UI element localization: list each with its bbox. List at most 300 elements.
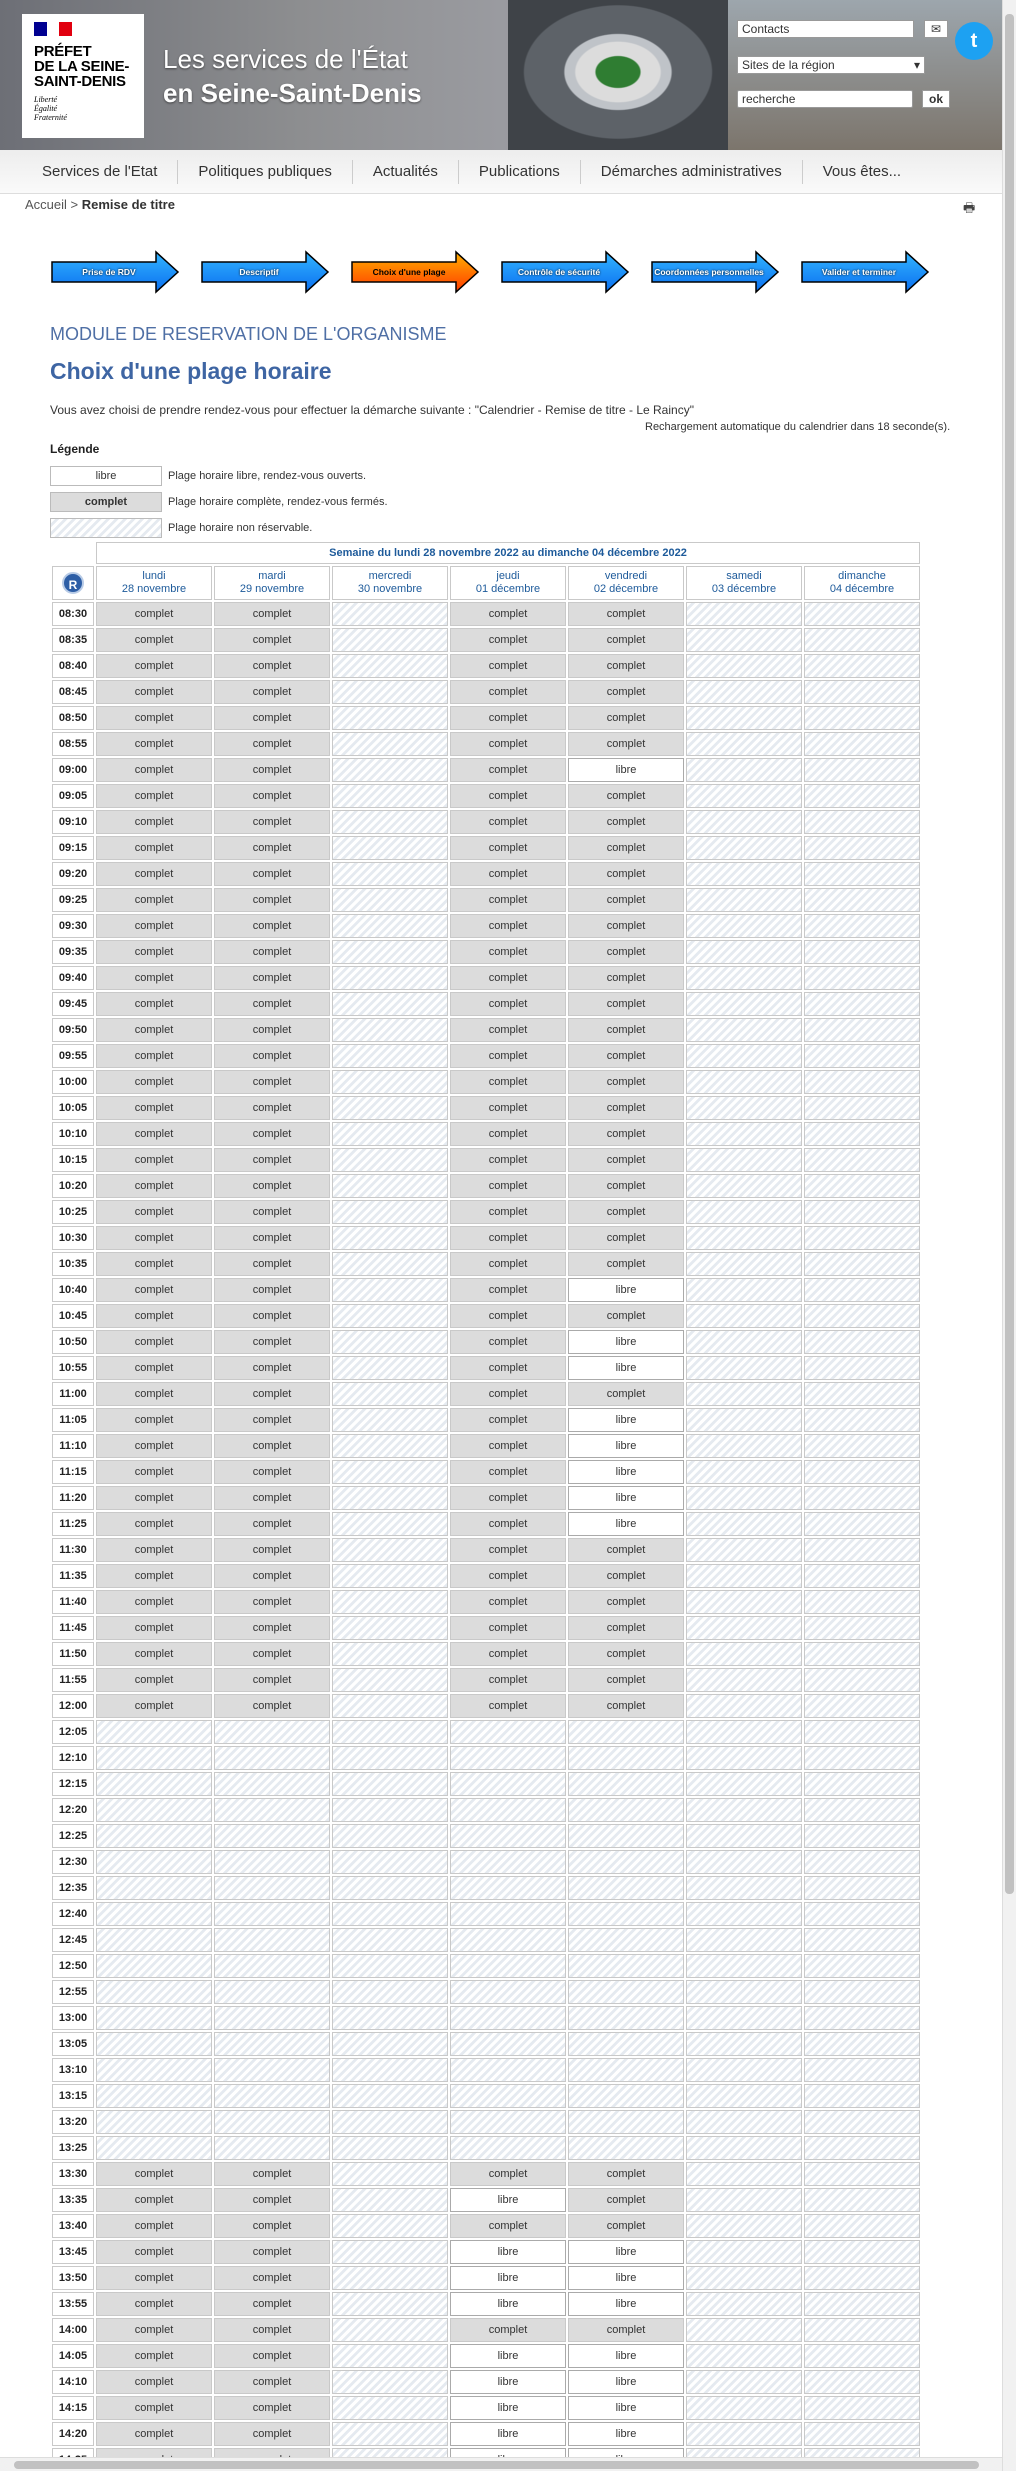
slot-non-reservable [686, 1720, 802, 1744]
slot-non-reservable [332, 1512, 448, 1536]
slot-complet: complet [214, 810, 330, 834]
slot-non-reservable [96, 2006, 212, 2030]
slot-libre[interactable]: libre [450, 2292, 566, 2316]
slot-complet: complet [214, 732, 330, 756]
slot-non-reservable [686, 2370, 802, 2394]
header-photo [508, 0, 728, 150]
timeslot-row [52, 2214, 920, 2238]
slot-non-reservable [686, 888, 802, 912]
slot-non-reservable [450, 1720, 566, 1744]
time-label: 14:00 [52, 2318, 94, 2342]
slot-complet: complet [96, 888, 212, 912]
slot-non-reservable [804, 1590, 920, 1614]
slot-libre[interactable]: libre [568, 2370, 684, 2394]
slot-libre[interactable]: libre [450, 2370, 566, 2394]
slot-non-reservable [804, 2006, 920, 2030]
time-label: 12:40 [52, 1902, 94, 1926]
slot-non-reservable [332, 1330, 448, 1354]
slot-non-reservable [214, 2084, 330, 2108]
slot-non-reservable [686, 2084, 802, 2108]
slot-non-reservable [332, 628, 448, 652]
slot-non-reservable [686, 914, 802, 938]
timeslot-row [52, 862, 920, 886]
slot-non-reservable [686, 1824, 802, 1848]
time-label: 09:45 [52, 992, 94, 1016]
slot-non-reservable [686, 654, 802, 678]
slot-non-reservable [332, 1694, 448, 1718]
step-5[interactable] [650, 250, 780, 294]
logo-text: PRÉFET DE LA SEINE- SAINT-DENIS [34, 43, 130, 90]
slot-libre[interactable]: libre [568, 2292, 684, 2316]
slot-non-reservable [332, 2292, 448, 2316]
logo-motto: Liberté Égalité Fraternité [34, 95, 67, 122]
slot-non-reservable [332, 1278, 448, 1302]
slot-non-reservable [686, 2396, 802, 2420]
timeslot-row [52, 2344, 920, 2368]
day-header [96, 566, 212, 600]
slot-non-reservable [686, 1668, 802, 1692]
slot-non-reservable [686, 2318, 802, 2342]
slot-complet: complet [214, 862, 330, 886]
slot-non-reservable [332, 810, 448, 834]
slot-libre[interactable]: libre [568, 1434, 684, 1458]
timeslot-row [52, 1252, 920, 1276]
slot-non-reservable [214, 1928, 330, 1952]
slot-non-reservable [568, 1746, 684, 1770]
time-label: 11:25 [52, 1512, 94, 1536]
slot-complet: complet [450, 1070, 566, 1094]
timeslot-row [52, 2006, 920, 2030]
timeslot-row [52, 2084, 920, 2108]
slot-non-reservable [686, 1174, 802, 1198]
step-4[interactable] [500, 250, 630, 294]
slot-complet: complet [96, 1434, 212, 1458]
slot-complet: complet [214, 2266, 330, 2290]
slot-non-reservable [804, 1902, 920, 1926]
step-2[interactable] [200, 250, 330, 294]
prefet-logo[interactable] [22, 14, 144, 138]
site-title[interactable] [163, 42, 422, 110]
slot-non-reservable [96, 1876, 212, 1900]
slot-non-reservable [332, 2214, 448, 2238]
slot-non-reservable [332, 1980, 448, 2004]
slot-complet: complet [96, 2344, 212, 2368]
day-header [214, 566, 330, 600]
slot-non-reservable [332, 1616, 448, 1640]
day-date: 30 novembre [357, 583, 423, 595]
breadcrumb-home[interactable]: Accueil [25, 197, 67, 212]
slot-complet: complet [96, 654, 212, 678]
time-label: 10:20 [52, 1174, 94, 1198]
chevron-down-icon: ▾ [913, 58, 920, 72]
slot-non-reservable [332, 1070, 448, 1094]
slot-libre[interactable]: libre [450, 2266, 566, 2290]
day-header [804, 566, 920, 600]
slot-complet: complet [96, 628, 212, 652]
slot-non-reservable [804, 1096, 920, 1120]
time-label: 13:45 [52, 2240, 94, 2264]
slot-non-reservable [804, 2188, 920, 2212]
slot-non-reservable [686, 1252, 802, 1276]
slot-non-reservable [804, 2370, 920, 2394]
day-header [450, 566, 566, 600]
slot-complet: complet [450, 1018, 566, 1042]
slot-complet: complet [568, 1226, 684, 1250]
slot-non-reservable [804, 1252, 920, 1276]
slot-libre[interactable]: libre [568, 2240, 684, 2264]
slot-non-reservable [804, 1798, 920, 1822]
step-label: Valider et terminer [821, 267, 897, 277]
slot-non-reservable [332, 2370, 448, 2394]
slot-complet: complet [568, 1174, 684, 1198]
slot-complet: complet [450, 1538, 566, 1562]
timeslot-row [52, 1616, 920, 1640]
timeslot-row [52, 2162, 920, 2186]
time-label: 11:30 [52, 1538, 94, 1562]
horizontal-scrollbar-thumb[interactable] [14, 2461, 979, 2469]
slot-non-reservable [804, 1408, 920, 1432]
slot-complet: complet [96, 1122, 212, 1146]
legend-text-libre: Plage horaire libre, rendez-vous ouverts. [168, 470, 367, 482]
slot-non-reservable [568, 1850, 684, 1874]
slot-non-reservable [214, 1902, 330, 1926]
day-header [686, 566, 802, 600]
slot-non-reservable [568, 1876, 684, 1900]
slot-non-reservable [450, 1824, 566, 1848]
time-label: 08:40 [52, 654, 94, 678]
slot-non-reservable [214, 1824, 330, 1848]
slot-libre[interactable]: libre [568, 2422, 684, 2446]
slot-non-reservable [332, 1850, 448, 1874]
slot-non-reservable [804, 1278, 920, 1302]
slot-complet: complet [214, 1278, 330, 1302]
calendar-corner-empty [52, 542, 94, 564]
slot-complet: complet [214, 992, 330, 1016]
slot-complet: complet [96, 1512, 212, 1536]
slot-complet: complet [450, 2318, 566, 2342]
slot-non-reservable [332, 992, 448, 1016]
slot-non-reservable [686, 2162, 802, 2186]
slot-complet: complet [450, 914, 566, 938]
slot-complet: complet [214, 680, 330, 704]
timeslot-row [52, 1408, 920, 1432]
slot-non-reservable [686, 1538, 802, 1562]
slot-non-reservable [332, 2006, 448, 2030]
time-label: 14:15 [52, 2396, 94, 2420]
week-label: Semaine du lundi 28 novembre 2022 au dimanche 04 décembre 2022 [96, 542, 920, 564]
slot-non-reservable [686, 1330, 802, 1354]
slot-non-reservable [332, 1200, 448, 1224]
time-label: 13:20 [52, 2110, 94, 2134]
slot-non-reservable [804, 2318, 920, 2342]
slot-complet: complet [214, 2396, 330, 2420]
slot-complet: complet [96, 1486, 212, 1510]
slot-non-reservable [804, 1954, 920, 1978]
slot-non-reservable [804, 1226, 920, 1250]
time-label: 10:30 [52, 1226, 94, 1250]
slot-complet: complet [96, 940, 212, 964]
slot-complet: complet [450, 1382, 566, 1406]
time-label: 10:10 [52, 1122, 94, 1146]
timeslot-row [52, 914, 920, 938]
slot-complet: complet [568, 602, 684, 626]
time-label: 12:55 [52, 1980, 94, 2004]
slot-non-reservable [450, 1902, 566, 1926]
nav-item-actualites[interactable]: Actualités [353, 160, 459, 184]
slot-non-reservable [96, 1980, 212, 2004]
slot-non-reservable [214, 2110, 330, 2134]
slot-complet: complet [450, 1096, 566, 1120]
slot-complet: complet [96, 1382, 212, 1406]
slot-non-reservable [804, 1304, 920, 1328]
slot-complet: complet [96, 1694, 212, 1718]
french-flag-icon [34, 22, 72, 36]
slot-complet: complet [214, 2344, 330, 2368]
slot-non-reservable [804, 1070, 920, 1094]
slot-complet: complet [214, 1564, 330, 1588]
timeslot-row [52, 1902, 920, 1926]
day-date: 03 décembre [711, 583, 777, 595]
slot-libre[interactable]: libre [568, 758, 684, 782]
reload-countdown: Rechargement automatique du calendrier dans 18 seconde(s). [645, 421, 951, 433]
slot-libre[interactable]: libre [450, 2188, 566, 2212]
slot-complet: complet [214, 1252, 330, 1276]
slot-complet: complet [214, 2370, 330, 2394]
slot-non-reservable [686, 2292, 802, 2316]
slot-libre[interactable]: libre [568, 1356, 684, 1380]
slot-complet: complet [568, 914, 684, 938]
timeslot-row [52, 2396, 920, 2420]
contacts-select[interactable]: Contacts [737, 20, 914, 38]
legend-row-non-reservable [50, 518, 312, 538]
time-label: 09:25 [52, 888, 94, 912]
slot-non-reservable [214, 1876, 330, 1900]
slot-non-reservable [804, 1980, 920, 2004]
slot-complet: complet [450, 1356, 566, 1380]
slot-non-reservable [804, 1720, 920, 1744]
slot-complet: complet [214, 706, 330, 730]
step-1[interactable] [50, 250, 180, 294]
day-header [568, 566, 684, 600]
slot-libre[interactable]: libre [568, 2266, 684, 2290]
slot-libre[interactable]: libre [568, 1278, 684, 1302]
slot-complet: complet [450, 1642, 566, 1666]
slot-complet: complet [214, 1122, 330, 1146]
slot-complet: complet [450, 1148, 566, 1172]
slot-non-reservable [568, 1772, 684, 1796]
slot-non-reservable [332, 1954, 448, 1978]
slot-non-reservable [686, 1980, 802, 2004]
slot-complet: complet [96, 1226, 212, 1250]
slot-complet: complet [214, 1434, 330, 1458]
slot-libre[interactable]: libre [568, 2396, 684, 2420]
slot-complet: complet [568, 1382, 684, 1406]
time-label: 11:40 [52, 1590, 94, 1614]
timeslot-row [52, 1512, 920, 1536]
slot-non-reservable [214, 1798, 330, 1822]
day-date: 28 novembre [121, 583, 187, 595]
time-label: 14:20 [52, 2422, 94, 2446]
vertical-scrollbar[interactable] [1002, 0, 1016, 2471]
slot-libre[interactable]: libre [450, 2422, 566, 2446]
day-date: 01 décembre [475, 583, 541, 595]
slot-complet: complet [96, 758, 212, 782]
timeslot-row [52, 2240, 920, 2264]
step-progress [50, 250, 930, 294]
breadcrumb [25, 197, 175, 212]
slot-non-reservable [686, 2422, 802, 2446]
slot-non-reservable [686, 1070, 802, 1094]
slot-non-reservable [450, 1928, 566, 1952]
time-label: 12:10 [52, 1746, 94, 1770]
slot-non-reservable [96, 2136, 212, 2160]
slot-libre[interactable]: libre [568, 1408, 684, 1432]
time-label: 10:40 [52, 1278, 94, 1302]
time-label: 13:25 [52, 2136, 94, 2160]
search-ok-button[interactable]: ok [922, 90, 950, 108]
time-label: 13:05 [52, 2032, 94, 2056]
slot-complet: complet [214, 1330, 330, 1354]
mail-icon[interactable]: ✉ [924, 20, 948, 38]
timeslot-row [52, 2422, 920, 2446]
slot-libre[interactable]: libre [568, 1330, 684, 1354]
nav-item-publications[interactable]: Publications [459, 160, 581, 184]
slot-non-reservable [686, 1122, 802, 1146]
slot-non-reservable [804, 1616, 920, 1640]
slot-non-reservable [686, 1408, 802, 1432]
slot-non-reservable [96, 2110, 212, 2134]
slot-non-reservable [686, 628, 802, 652]
day-name: vendredi [604, 570, 648, 582]
slot-complet: complet [450, 836, 566, 860]
twitter-icon[interactable]: t [955, 22, 993, 60]
horizontal-scrollbar[interactable] [0, 2457, 1002, 2471]
slot-non-reservable [686, 836, 802, 860]
timeslot-row [52, 940, 920, 964]
timeslot-row [52, 2058, 920, 2082]
slot-complet: complet [450, 940, 566, 964]
slot-complet: complet [568, 836, 684, 860]
day-date: 29 novembre [239, 583, 305, 595]
nav-item-services[interactable]: Services de l'Etat [22, 160, 178, 184]
slot-non-reservable [450, 2032, 566, 2056]
slot-non-reservable [332, 1564, 448, 1588]
slot-non-reservable [804, 940, 920, 964]
slot-non-reservable [568, 1798, 684, 1822]
slot-non-reservable [332, 2344, 448, 2368]
slot-complet: complet [450, 1590, 566, 1614]
slot-complet: complet [214, 966, 330, 990]
slot-complet: complet [214, 758, 330, 782]
sites-select-label: Sites de la région [742, 58, 835, 72]
print-icon[interactable]: 🖶 [963, 200, 976, 215]
slot-non-reservable [214, 2058, 330, 2082]
timeslot-row [52, 784, 920, 808]
slot-non-reservable [804, 1486, 920, 1510]
slot-non-reservable [804, 1876, 920, 1900]
slot-complet: complet [214, 1694, 330, 1718]
slot-non-reservable [686, 784, 802, 808]
timeslot-row [52, 1642, 920, 1666]
slot-libre[interactable]: libre [568, 2344, 684, 2368]
slot-complet: complet [96, 2162, 212, 2186]
time-label: 10:50 [52, 1330, 94, 1354]
timeslot-row [52, 1876, 920, 1900]
slot-complet: complet [96, 2292, 212, 2316]
slot-complet: complet [96, 2422, 212, 2446]
legend-title: Légende [50, 442, 100, 456]
timeslot-row [52, 1434, 920, 1458]
slot-libre[interactable]: libre [568, 1512, 684, 1536]
slot-non-reservable [686, 1564, 802, 1588]
slot-non-reservable [804, 1824, 920, 1848]
nav-item-vous-etes[interactable]: Vous êtes... [822, 162, 902, 180]
slot-non-reservable [332, 1096, 448, 1120]
slot-non-reservable [568, 2032, 684, 2056]
vertical-scrollbar-thumb[interactable] [1005, 14, 1014, 1894]
slot-complet: complet [214, 2318, 330, 2342]
slot-complet: complet [214, 2214, 330, 2238]
slot-non-reservable [686, 966, 802, 990]
slot-complet: complet [96, 1174, 212, 1198]
slot-complet: complet [96, 1564, 212, 1588]
nav-item-politiques[interactable]: Politiques publiques [178, 160, 352, 184]
slot-complet: complet [568, 1148, 684, 1172]
slot-complet: complet [450, 888, 566, 912]
slot-non-reservable [332, 966, 448, 990]
step-6[interactable] [800, 250, 930, 294]
slot-non-reservable [686, 1876, 802, 1900]
slot-complet: complet [214, 914, 330, 938]
slot-libre[interactable]: libre [568, 1486, 684, 1510]
slot-non-reservable [332, 2110, 448, 2134]
timeslot-row [52, 1070, 920, 1094]
sites-select[interactable] [737, 56, 925, 74]
slot-non-reservable [332, 680, 448, 704]
slot-non-reservable [214, 2136, 330, 2160]
slot-complet: complet [450, 1460, 566, 1484]
slot-complet: complet [568, 992, 684, 1016]
search-input[interactable]: recherche [737, 90, 913, 108]
slot-non-reservable [804, 1382, 920, 1406]
slot-libre[interactable]: libre [450, 2396, 566, 2420]
step-3[interactable] [350, 250, 480, 294]
slot-non-reservable [450, 1876, 566, 1900]
slot-non-reservable [686, 1746, 802, 1770]
slot-complet: complet [214, 628, 330, 652]
slot-libre[interactable]: libre [568, 1460, 684, 1484]
slot-complet: complet [214, 2240, 330, 2264]
slot-complet: complet [568, 940, 684, 964]
nav-item-demarches[interactable]: Démarches administratives [581, 160, 803, 184]
time-label: 11:10 [52, 1434, 94, 1458]
slot-libre[interactable]: libre [450, 2344, 566, 2368]
slot-complet: complet [214, 1070, 330, 1094]
slot-non-reservable [804, 1122, 920, 1146]
slot-complet: complet [450, 1330, 566, 1354]
time-label: 12:15 [52, 1772, 94, 1796]
slot-libre[interactable]: libre [450, 2240, 566, 2264]
day-name: jeudi [496, 570, 520, 582]
slot-non-reservable [332, 940, 448, 964]
time-label: 10:00 [52, 1070, 94, 1094]
slot-non-reservable [332, 1902, 448, 1926]
slot-non-reservable [96, 2058, 212, 2082]
slot-non-reservable [450, 1746, 566, 1770]
timeslot-row [52, 1382, 920, 1406]
slot-non-reservable [332, 1590, 448, 1614]
slot-non-reservable [568, 2058, 684, 2082]
